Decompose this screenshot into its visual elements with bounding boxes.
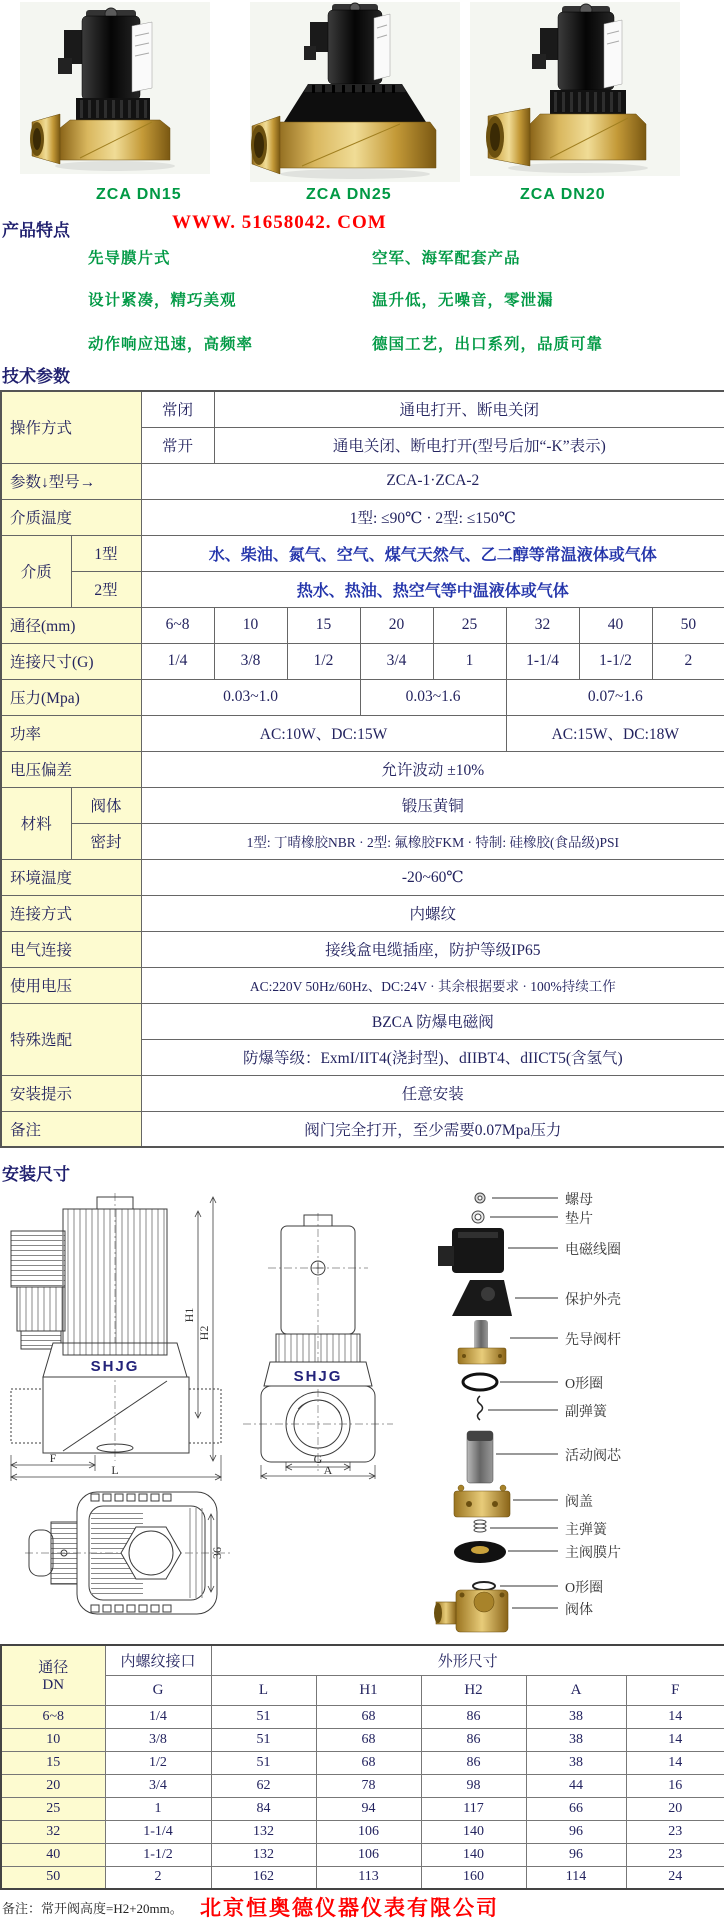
row-label: 使用电压: [1, 967, 141, 1003]
valve-photo-icon: [20, 2, 210, 174]
dim-f-label: F: [49, 1451, 57, 1465]
col-header: H1: [316, 1675, 421, 1705]
table-row: [1, 1003, 724, 1039]
row-label: 连接方式: [1, 895, 141, 931]
footer-note: 备注：常开阀高度=H2+20mm。: [2, 1901, 183, 1916]
row-label: 连接尺寸(G): [1, 643, 141, 679]
part-label: 主弹簧: [565, 1523, 607, 1538]
table-header-row: [1, 1645, 724, 1675]
part-label: O形圈: [565, 1377, 604, 1392]
dim-cell: 86: [421, 1751, 526, 1774]
features-section-title: 产品特点: [2, 221, 70, 240]
row-label: 环境温度: [1, 859, 141, 895]
sub-label: 常闭: [141, 391, 214, 427]
table-row: [1, 1705, 724, 1728]
dim-cell: 16: [626, 1774, 724, 1797]
col-header: H2: [421, 1675, 526, 1705]
table-row: [1, 391, 724, 427]
product-label-dn20: ZCA DN20: [520, 186, 606, 203]
dim-cell: 160: [421, 1866, 526, 1889]
cell-value: 1/4: [141, 643, 214, 679]
dim-cell: 3/8: [105, 1728, 211, 1751]
table-row: [1, 1866, 724, 1889]
feature-item: 温升低，无噪音，零泄漏: [372, 292, 554, 309]
cell-value: AC:10W、DC:15W: [141, 715, 506, 751]
dim-cell: 96: [526, 1820, 626, 1843]
col-header: G: [105, 1675, 211, 1705]
cell-value: AC:15W、DC:18W: [506, 715, 724, 751]
dim-cell: 84: [211, 1797, 316, 1820]
dim-g-label: G: [313, 1452, 323, 1466]
dim-cell: 162: [211, 1866, 316, 1889]
dim-cell: 106: [316, 1820, 421, 1843]
table-row: [1, 1751, 724, 1774]
row-label: 材料: [1, 787, 71, 859]
specs-section-title: 技术参数: [2, 367, 70, 386]
dim-cell: 68: [316, 1751, 421, 1774]
cell-value: 40: [579, 607, 652, 643]
row-label: 特殊选配: [1, 1003, 141, 1075]
cell-value: 热水、热油、热空气等中温液体或气体: [141, 571, 724, 607]
table-row: [1, 1111, 724, 1147]
part-label: 主阀膜片: [565, 1546, 621, 1561]
dim-cell: 114: [526, 1866, 626, 1889]
cell-value: 允许波动 ±10%: [141, 751, 724, 787]
dn-header-line1: 通径: [38, 1660, 69, 1677]
sub-label: 常开: [141, 427, 214, 463]
footer-company: 北京恒奥德仪器仪表有限公司: [200, 1897, 499, 1920]
dim-cell: 94: [316, 1797, 421, 1820]
cell-value: 1-1/2: [579, 643, 652, 679]
product-gallery: [0, 0, 724, 208]
dim-cell: 14: [626, 1751, 724, 1774]
sub-label: 阀体: [71, 787, 141, 823]
table-row: [1, 499, 724, 535]
table-row: [1, 463, 724, 499]
cell-value: 接线盒电缆插座，防护等级IP65: [141, 931, 724, 967]
cell-value: 20: [360, 607, 433, 643]
dim-cell: 68: [316, 1728, 421, 1751]
dn-cell: 50: [1, 1866, 105, 1889]
dim-cell: 106: [316, 1843, 421, 1866]
dim-cell: 51: [211, 1751, 316, 1774]
dim-cell: 38: [526, 1705, 626, 1728]
feature-item: 空军、海军配套产品: [372, 250, 521, 267]
front-view-drawing: [228, 1213, 406, 1481]
dn-cell: 25: [1, 1797, 105, 1820]
sub-label: 2型: [71, 571, 141, 607]
dim-cell: 24: [626, 1866, 724, 1889]
row-label: 参数↓型号→: [1, 463, 141, 499]
install-section-title: 安装尺寸: [2, 1165, 70, 1184]
dn-cell: 40: [1, 1843, 105, 1866]
dn-cell: 32: [1, 1820, 105, 1843]
dim-cell: 86: [421, 1728, 526, 1751]
dim-cell: 20: [626, 1797, 724, 1820]
table-row: [1, 1774, 724, 1797]
cell-value: 任意安装: [141, 1075, 724, 1111]
install-section: [0, 1188, 724, 1640]
cell-value: AC:220V 50Hz/60Hz、DC:24V · 其余根据要求 · 100%持续工作: [141, 967, 724, 1003]
row-label: 介质: [1, 535, 71, 607]
feature-item: 德国工艺，出口系列，品质可靠: [372, 336, 604, 353]
dim-cell: 1/4: [105, 1705, 211, 1728]
dim-36-label: 36: [210, 1547, 224, 1559]
product-photo-dn15: [20, 2, 210, 174]
row-label: 通径(mm): [1, 607, 141, 643]
part-label: 阀盖: [565, 1495, 593, 1510]
row-label: 操作方式: [1, 391, 141, 463]
sub-label: 1型: [71, 535, 141, 571]
table-row: [1, 967, 724, 1003]
dim-cell: 98: [421, 1774, 526, 1797]
cell-value: 0.03~1.6: [360, 679, 506, 715]
cell-value: 15: [287, 607, 360, 643]
dn-cell: 20: [1, 1774, 105, 1797]
side-view-drawing: [5, 1193, 227, 1485]
table-row: [1, 715, 724, 751]
dim-l-label: L: [111, 1463, 119, 1477]
dim-cell: 1-1/4: [105, 1820, 211, 1843]
part-label: 先导阀杆: [565, 1333, 621, 1348]
dim-cell: 132: [211, 1820, 316, 1843]
install-header-row: [0, 1158, 724, 1188]
spec-table: [0, 390, 724, 1148]
sub-label: 密封: [71, 823, 141, 859]
cell-value: 3/4: [360, 643, 433, 679]
brand-text: SHJG: [293, 1368, 343, 1385]
cell-value: 32: [506, 607, 579, 643]
dim-h2-label: H2: [197, 1325, 211, 1341]
row-label: 压力(Mpa): [1, 679, 141, 715]
part-label: O形圈: [565, 1581, 604, 1596]
cell-value: 内螺纹: [141, 895, 724, 931]
product-photo-dn20: [470, 2, 680, 176]
table-row: [1, 751, 724, 787]
row-label: 介质温度: [1, 499, 141, 535]
cell-value: 水、柴油、氮气、空气、煤气天然气、乙二醇等常温液体或气体: [141, 535, 724, 571]
features-list: [0, 242, 724, 360]
valve-photo-icon: [470, 2, 680, 176]
cell-value: 1: [433, 643, 506, 679]
dim-cell: 51: [211, 1705, 316, 1728]
dim-a-label: A: [323, 1463, 333, 1477]
table-row: [1, 1820, 724, 1843]
dn-header-line2: DN: [42, 1677, 65, 1694]
cell-value: 锻压黄铜: [141, 787, 724, 823]
cell-value: -20~60℃: [141, 859, 724, 895]
col-header: A: [526, 1675, 626, 1705]
dim-cell: 66: [526, 1797, 626, 1820]
table-header-row: [1, 1675, 724, 1705]
part-label: 螺母: [565, 1193, 593, 1208]
watermark-url: WWW. 51658042. COM: [172, 212, 387, 233]
cell-value: 25: [433, 607, 506, 643]
cell-value: 6~8: [141, 607, 214, 643]
cell-value: ZCA-1·ZCA-2: [141, 463, 724, 499]
dim-cell: 14: [626, 1728, 724, 1751]
dn-header: [1, 1645, 105, 1705]
dn-cell: 6~8: [1, 1705, 105, 1728]
table-row: [1, 823, 724, 859]
cell-value: 10: [214, 607, 287, 643]
dim-cell: 23: [626, 1820, 724, 1843]
dimension-table-body: [1, 1645, 724, 1889]
cell-value: 防爆等级：ExmI/IIT4(浇封型)、dIIBT4、dIICT5(含氢气): [141, 1039, 724, 1075]
table-row: [1, 607, 724, 643]
dn-cell: 15: [1, 1751, 105, 1774]
dim-cell: 2: [105, 1866, 211, 1889]
table-row: [1, 571, 724, 607]
dim-cell: 38: [526, 1751, 626, 1774]
table-row: [1, 643, 724, 679]
product-photo-dn25: [250, 2, 460, 182]
dim-cell: 44: [526, 1774, 626, 1797]
dim-cell: 68: [316, 1705, 421, 1728]
table-row: [1, 895, 724, 931]
dim-cell: 96: [526, 1843, 626, 1866]
cell-value: 50: [652, 607, 724, 643]
product-label-dn15: ZCA DN15: [96, 186, 182, 203]
part-label: 副弹簧: [565, 1405, 607, 1420]
thread-header: 内螺纹接口: [105, 1645, 211, 1675]
row-label: 安装提示: [1, 1075, 141, 1111]
part-label: 活动阀芯: [565, 1449, 621, 1464]
dim-cell: 113: [316, 1866, 421, 1889]
cell-value: 1-1/4: [506, 643, 579, 679]
feature-item: 先导膜片式: [88, 250, 171, 267]
brand-text: SHJG: [90, 1358, 140, 1375]
dim-cell: 78: [316, 1774, 421, 1797]
table-row: [1, 859, 724, 895]
dim-cell: 140: [421, 1843, 526, 1866]
table-row: [1, 1843, 724, 1866]
cell-value: 0.07~1.6: [506, 679, 724, 715]
cell-value: 通电关闭、断电打开(型号后加“-K”表示): [214, 427, 724, 463]
dim-cell: 1/2: [105, 1751, 211, 1774]
table-row: [1, 535, 724, 571]
dim-h1-label: H1: [182, 1307, 196, 1323]
product-label-dn25: ZCA DN25: [306, 186, 392, 203]
part-label: 保护外壳: [565, 1293, 621, 1308]
cell-value: 2: [652, 643, 724, 679]
top-view-drawing: [25, 1486, 237, 1626]
cell-value: 1型: 丁晴橡胶NBR · 2型: 氟橡胶FKM · 特制: 硅橡胶(食品级)PSI: [141, 823, 724, 859]
outline-header: 外形尺寸: [211, 1645, 724, 1675]
dimension-table: [0, 1644, 724, 1890]
table-row: [1, 1728, 724, 1751]
cell-value: 1型: ≤90℃ · 2型: ≤150℃: [141, 499, 724, 535]
col-header: L: [211, 1675, 316, 1705]
dn-cell: 10: [1, 1728, 105, 1751]
dim-cell: 14: [626, 1705, 724, 1728]
footer: [0, 1890, 724, 1922]
dim-cell: 38: [526, 1728, 626, 1751]
dim-cell: 117: [421, 1797, 526, 1820]
cell-value: 通电打开、断电关闭: [214, 391, 724, 427]
table-row: [1, 931, 724, 967]
dim-cell: 132: [211, 1843, 316, 1866]
dim-cell: 86: [421, 1705, 526, 1728]
part-label: 电磁线圈: [565, 1243, 621, 1258]
row-label: 电压偏差: [1, 751, 141, 787]
dim-cell: 62: [211, 1774, 316, 1797]
dim-cell: 1-1/2: [105, 1843, 211, 1866]
cell-value: 0.03~1.0: [141, 679, 360, 715]
table-row: [1, 679, 724, 715]
table-row: [1, 787, 724, 823]
dim-cell: 1: [105, 1797, 211, 1820]
dim-cell: 23: [626, 1843, 724, 1866]
row-label: 功率: [1, 715, 141, 751]
cell-value: BZCA 防爆电磁阀: [141, 1003, 724, 1039]
exploded-parts-diagram: [400, 1188, 724, 1640]
part-label: 垫片: [565, 1212, 593, 1227]
cell-value: 3/8: [214, 643, 287, 679]
part-label: 阀体: [565, 1603, 593, 1618]
specs-header-row: [0, 360, 724, 390]
dim-cell: 51: [211, 1728, 316, 1751]
col-header: F: [626, 1675, 724, 1705]
row-label: 备注: [1, 1111, 141, 1147]
cell-value: 1/2: [287, 643, 360, 679]
row-label: 电气连接: [1, 931, 141, 967]
table-row: [1, 1075, 724, 1111]
feature-item: 动作响应迅速，高频率: [88, 336, 254, 353]
feature-item: 设计紧凑，精巧美观: [88, 292, 237, 309]
valve-photo-icon: [250, 2, 460, 182]
dim-cell: 3/4: [105, 1774, 211, 1797]
cell-value: 阀门完全打开，至少需要0.07Mpa压力: [141, 1111, 724, 1147]
dim-cell: 140: [421, 1820, 526, 1843]
table-row: [1, 1797, 724, 1820]
features-header-row: [0, 208, 724, 242]
